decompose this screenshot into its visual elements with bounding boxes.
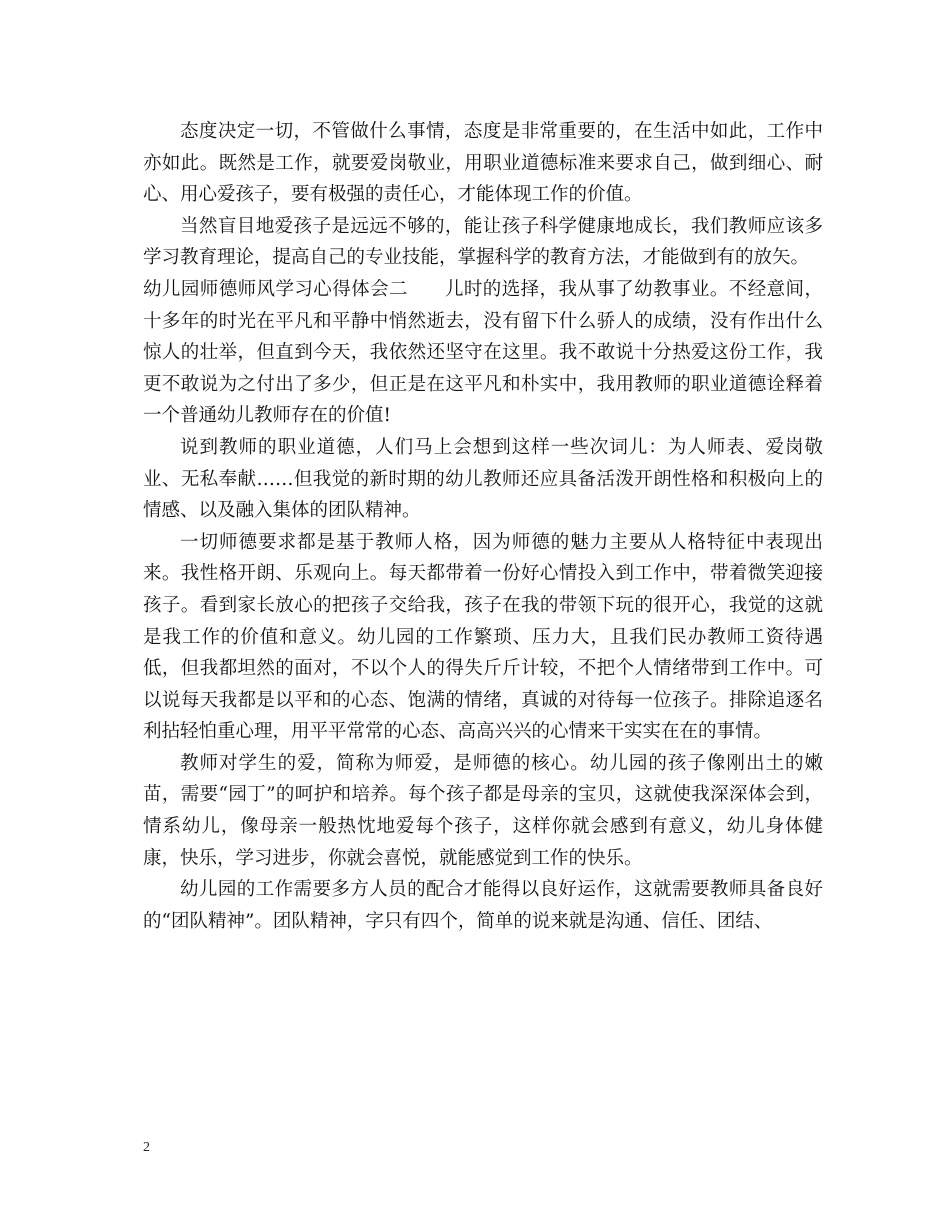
paragraph-essay-two-text: 儿时的选择，我从事了幼教事业。不经意间，十多年的时光在平凡和平静中悄然逝去，没有留下什么骄人的成绩，没有作出什么惊人的壮举，但直到今天，我依然还坚守在这里。我不敢说十分热爱这份工作，我更不敢说为之付出了多少，但正是在这平凡和朴实中，我用教师的职业道德诠释着一个普通幼儿教师存在的价值! <box>143 278 823 427</box>
document-body <box>143 116 823 937</box>
paragraph-essay-two <box>143 274 823 432</box>
paragraph-team-spirit: 幼儿园的工作需要多方人员的配合才能得以良好运作，这就需要教师具备良好的“团队精神”。团队精神，字只有四个，简单的说来就是沟通、信任、团结、 <box>143 879 823 932</box>
page-number: 2 <box>143 1140 150 1155</box>
paragraph-attitude: 态度决定一切，不管做什么事情，态度是非常重要的，在生活中如此，工作中亦如此。既然是工作，就要爱岗敬业，用职业道德标准来要求自己，做到细心、耐心、用心爱孩子，要有极强的责任心，才能体现工作的价值。 <box>143 121 823 206</box>
paragraph-teacher-personality: 一切师德要求都是基于教师人格，因为师德的魅力主要从人格特征中表现出来。我性格开朗、乐观向上。每天都带着一份好心情投入到工作中，带着微笑迎接孩子。看到家长放心的把孩子交给我，孩子在我的带领下玩的很开心，我觉的这就是我工作的价值和意义。幼儿园的工作繁琐、压力大，且我们民办教师工资待遇低，但我都坦然的面对，不以个人的得失斤斤计较，不把个人情绪带到工作中。可以说每天我都是以平和的心态、饱满的情绪，真诚的对待每一位孩子。排除追逐名利拈轻怕重心理，用平平常常的心态、高高兴兴的心情来干实实在在的事情。 <box>143 531 823 743</box>
paragraph-teacher-love: 教师对学生的爱，简称为师爱，是师德的核心。幼儿园的孩子像刚出土的嫩苗，需要“园丁”的呵护和培养。每个孩子都是母亲的宝贝，这就使我深深体会到，情系幼儿，像母亲一般热忱地爱每个孩子，这样你就会感到有意义，幼儿身体健康，快乐，学习进步，你就会喜悦，就能感觉到工作的快乐。 <box>143 752 823 869</box>
paragraph-scientific-education: 当然盲目地爱孩子是远远不够的，能让孩子科学健康地成长，我们教师应该多学习教育理论，提高自己的专业技能，掌握科学的教育方法，才能做到有的放矢。 <box>143 215 823 269</box>
section-heading: 幼儿园师德师风学习心得体会二 <box>143 278 408 300</box>
paragraph-professional-ethics: 说到教师的职业道德，人们马上会想到这样一些次词儿：为人师表、爱岗敬业、无私奉献……但我觉的新时期的幼儿教师还应具备活泼开朗性格和积极向上的情感、以及融入集体的团队精神。 <box>143 436 823 522</box>
